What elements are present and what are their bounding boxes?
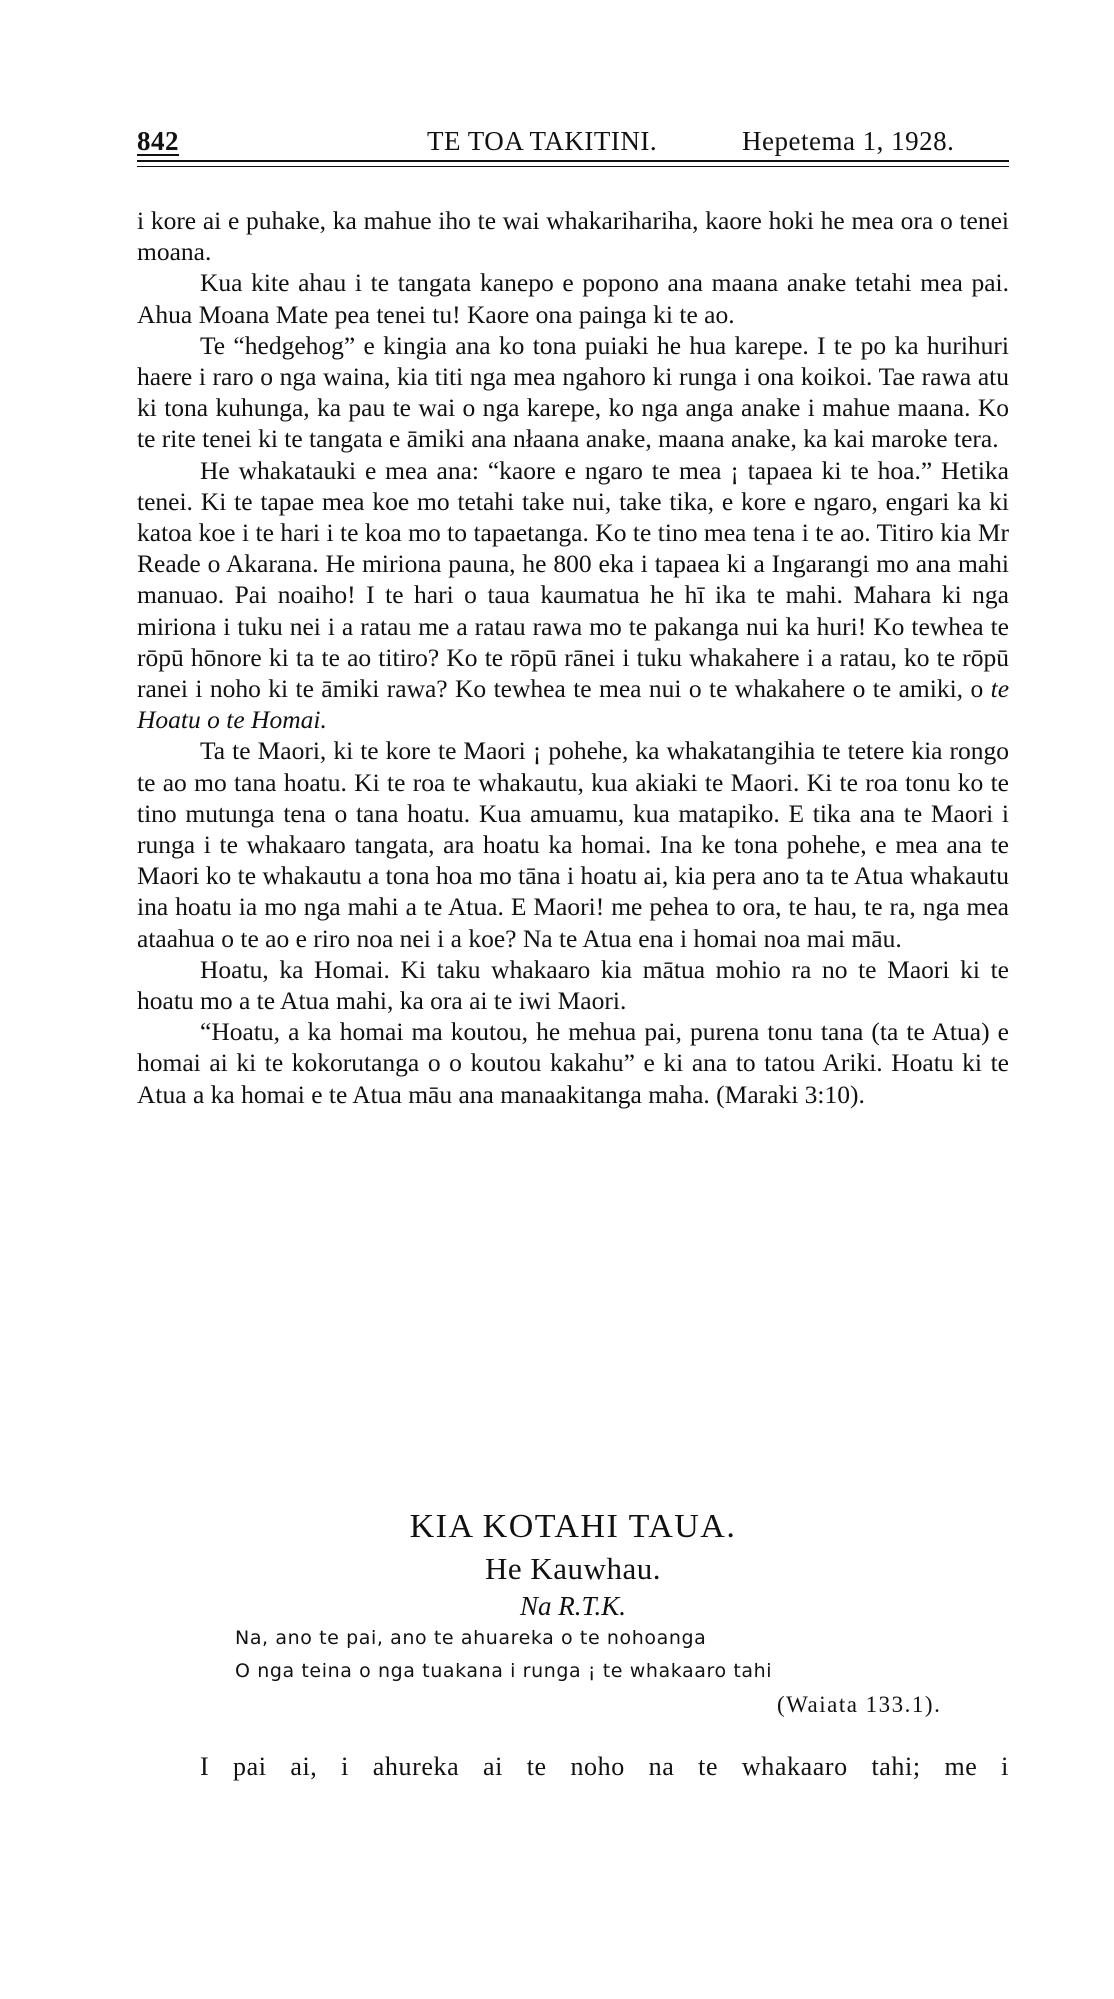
paragraph [137, 455, 1009, 736]
section-heading: KIA KOTAHI TAUA. [409, 1508, 737, 1545]
paragraph-continued: i kore ai e puhake, ka mahue iho te wai whakarihariha, kaore hoki he mea ora o tenei moana. [137, 206, 1009, 267]
paragraph: Te “hedgehog” e kingia ana ko tona puiaki he hua karepe. I te po ka hurihuri haere i raro o nga waina, kia titi nga mea ngahoro ki runga i ona koikoi. Tae rawa atu ki tona kuhunga, ka pau te wai o nga karepe, ko nga anga anake i mahue maana. Ko te rite tenei ki te tangata e āmiki ana nłaana anake, maana anake, ka kai maroke tera. [137, 330, 1009, 454]
author-byline: Na R.T.K. [519, 1591, 627, 1621]
article-body [137, 205, 1009, 1110]
paragraph-text: He whakatauki e mea ana: “kaore e ngaro te mea ¡ tapaea ki te hoa.” Hetika tenei. Ki te tapae mea koe mo tetahi take nui, take tika, e kore e ngaro, engari ka ki katoa koe i te hari i te koa mo to tapaetanga. Ko te tino mea tena i te ao. Titiro kia Mr Reade o Akarana. He miriona pauna, he 800 eka i tapaea ki a Ingarangi mo ana mahi manuao. Pai noaiho! I te hari o taua kaumatua he hī ika te mahi. Mahara ki nga miriona i tuku nei i a ratau me a ratau rawa mo te pakanga nui ka huri! Ko tewhea te rōpū hōnore ki ta te ao titiro? Ko te rōpū rānei i tuku whakahere i a ratau, ko te rōpū ranei i noho ki te āmiki rawa? Ko tewhea te mea nui o te whakahere o te amiki, o [137, 455, 1009, 704]
epigraph-line: Na, ano te pai, ano te ahuareka o te nohoanga [235, 1627, 707, 1649]
paragraph: Hoatu, ka Homai. Ki taku whakaaro kia mātua mohio ra no te Maori ki te hoatu mo a te Atua mahi, ka ora ai te iwi Maori. [137, 954, 1009, 1016]
sermon-opening-line: I pai ai, i ahureka ai te noho na te whakaaro tahi; me i [200, 1752, 1009, 1781]
section-subheading: He Kauwhau. [485, 1551, 661, 1586]
journal-title: TE TOA TAKITINI. [427, 126, 658, 156]
epigraph-reference: (Waiata 133.1). [777, 1692, 942, 1717]
paragraph: Kua kite ahau i te tangata kanepo e popono ana maana anake tetahi mea pai. Ahua Moana Mate pea tenei tu! Kaore ona painga ki te ao. [137, 268, 1009, 329]
header-rule-bottom [137, 166, 1009, 167]
paragraph: “Hoatu, a ka homai ma koutou, he mehua pai, purena tonu tana (ta te Atua) e homai ai ki te kokorutanga o o koutou kakahu” e ki ana to tatou Ariki. Hoatu ki te Atua a ka homai e te Atua māu ana manaakitanga maha. (Maraki 3:10). [137, 1017, 1009, 1109]
paragraph-italic-phrase: te Hoatu o te Homai. [137, 674, 1010, 735]
page-number: 842 [137, 126, 179, 156]
issue-date: Hepetema 1, 1928. [742, 126, 955, 156]
paragraph: Ta te Maori, ki te kore te Maori ¡ pohehe, ka whakatangihia te tetere kia rongo te ao mo tana hoatu. Ki te roa te whakautu, kua akiaki te Maori. Ki te roa tonu ko te tino mutunga tena o tana hoatu. Kua amuamu, kua matapiko. E tika ana te Maori i runga i te whakaaro tangata, ara hoatu ka homai. Ina ke tona pohehe, e mea ana te Maori ko te whakautu a tona hoa mo tāna i hoatu ai, kia pera ano ta te Atua whakautu ina hoatu ia mo nga mahi a te Atua. E Maori! me pehea to ora, te hau, te ra, nga mea ataahua o te ao e riro noa nei i a koe? Na te Atua ena i homai noa mai māu. [137, 736, 1009, 953]
epigraph-line: O nga teina o nga tuakana i runga ¡ te whakaaro tahi [235, 1660, 773, 1682]
running-head [137, 126, 1009, 158]
header-rule-top [137, 160, 1009, 162]
